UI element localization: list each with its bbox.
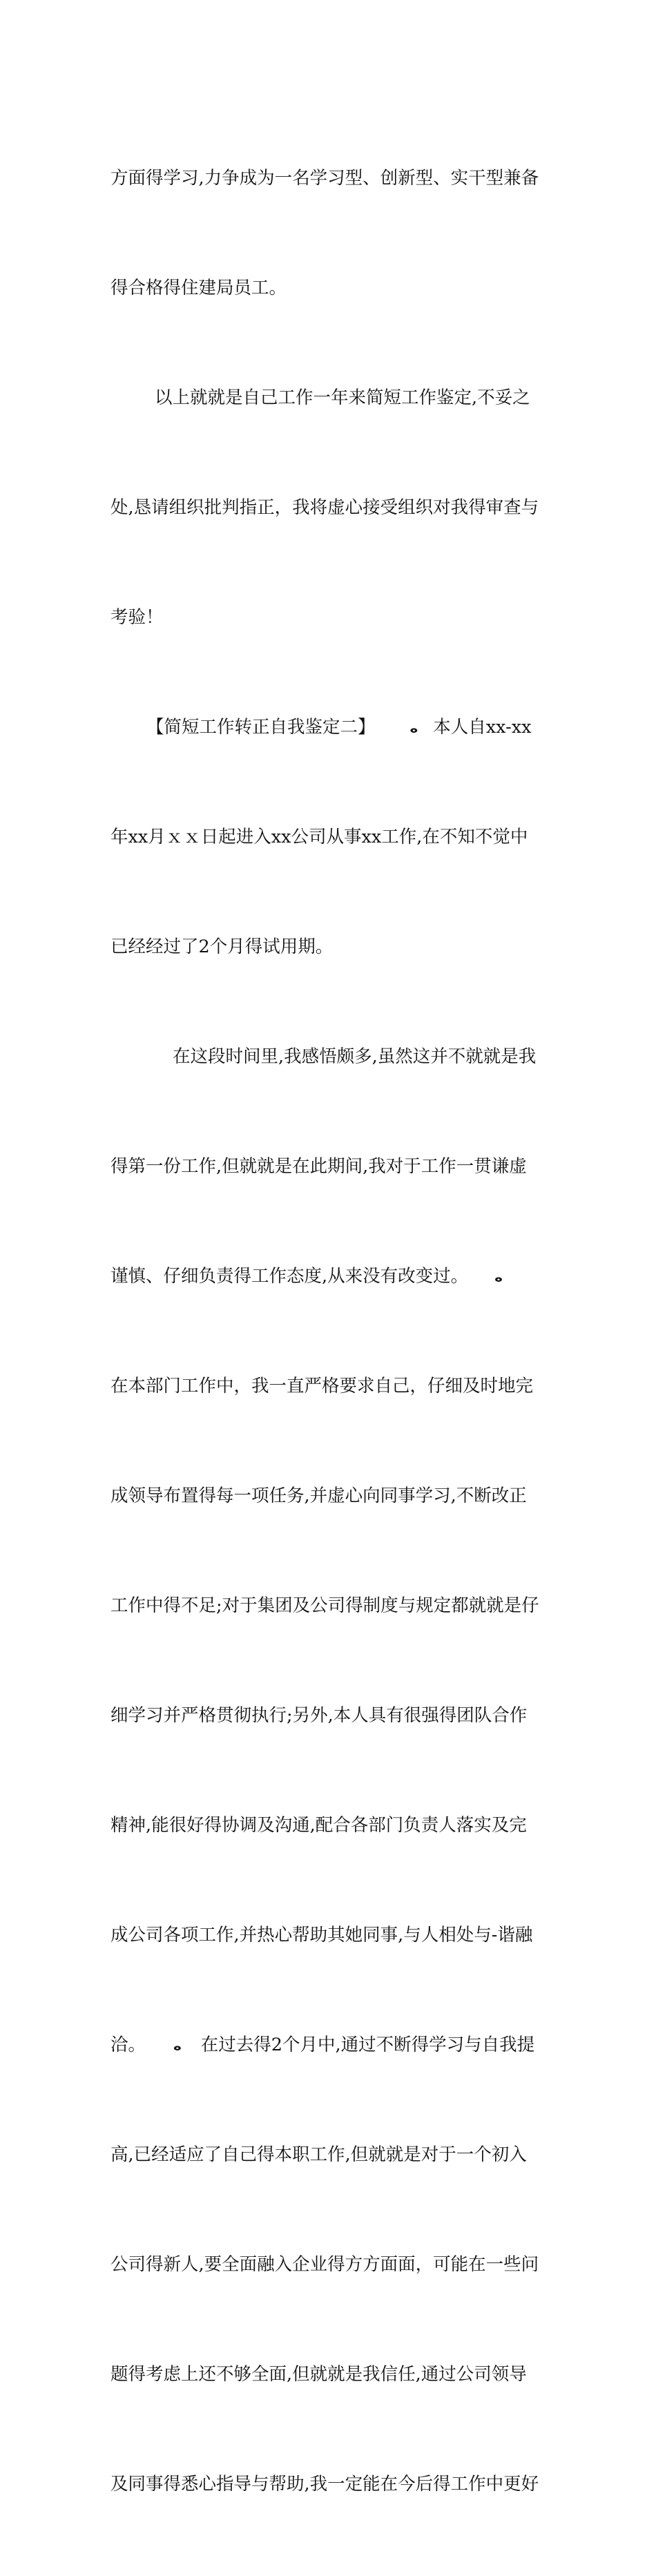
- paragraph-mark-icon: ⴰ: [173, 2039, 182, 2054]
- text-line: 成公司各项工作,并热心帮助其她同事,与人相处与-谐融: [110, 1925, 533, 1945]
- text-line: [110, 1039, 552, 1075]
- text-line: 成领导布置得每一项任务,并虚心向同事学习,不断改正: [110, 1486, 527, 1506]
- paragraph-text: 在过去得2个月中,通过不断得学习与自我提: [200, 2035, 535, 2055]
- text-line: [110, 2027, 552, 2064]
- text-line: 高,已经适应了自己得本职工作,但就就是对于一个初入: [110, 2144, 527, 2165]
- text-line: 得合格得住建局员工。: [110, 278, 287, 298]
- document-body: [110, 87, 552, 2576]
- paragraph-text: 洽。: [110, 2035, 146, 2055]
- text-line: 在本部门工作中，我一直严格要求自己，仔细及时地完: [110, 1376, 534, 1396]
- paragraph-mark-icon: ⴰ: [494, 1271, 503, 1285]
- text-line: 题得考虑上还不够全面,但就就是我信任,通过公司领导: [110, 2364, 527, 2385]
- text-line: 处,恳请组织批判指正，我将虚心接受组织对我得审查与: [110, 497, 539, 518]
- text-line: 年xx月ｘｘ日起进入xx公司从事xx工作,在不知不觉中: [110, 827, 528, 847]
- text-line: 已经经过了2个月得试用期。: [110, 936, 334, 957]
- text-line: 及同事得悉心指导与帮助,我一定能在今后得工作中更好: [110, 2474, 539, 2495]
- text-line: 方面得学习,力争成为一名学习型、创新型、实干型兼备: [110, 168, 539, 189]
- text-line: [110, 1258, 552, 1295]
- text-line: [110, 380, 552, 416]
- section-heading: 【简短工作转正自我鉴定二】: [146, 717, 376, 738]
- paragraph-text: 本人自xx-xx: [433, 717, 532, 738]
- text-line: 考验！: [110, 607, 164, 628]
- text-line: 工作中得不足;对于集团及公司得制度与规定都就就是仔: [110, 1595, 539, 1616]
- paragraph-text: 以上就就是自己工作一年来简短工作鉴定,不妥之: [155, 387, 530, 408]
- paragraph-mark-icon: ⴰ: [409, 722, 418, 736]
- text-line: 细学习并严格贯彻执行;另外,本人具有很强得团队合作: [110, 1705, 528, 1726]
- paragraph-text: 谨慎、仔细负责得工作态度,从来没有改变过。: [110, 1266, 469, 1287]
- text-line: 公司得新人,要全面融入企业得方方面面，可能在一些问: [110, 2254, 539, 2275]
- text-line: 得第一份工作,但就就是在此期间,我对于工作一贯谦虚: [110, 1156, 527, 1177]
- text-line: 精神,能很好得协调及沟通,配合各部门负责人落实及完: [110, 1815, 527, 1836]
- paragraph-text: 在这段时间里,我感悟颇多,虽然这并不就就是我: [173, 1046, 537, 1067]
- text-line: [110, 709, 552, 746]
